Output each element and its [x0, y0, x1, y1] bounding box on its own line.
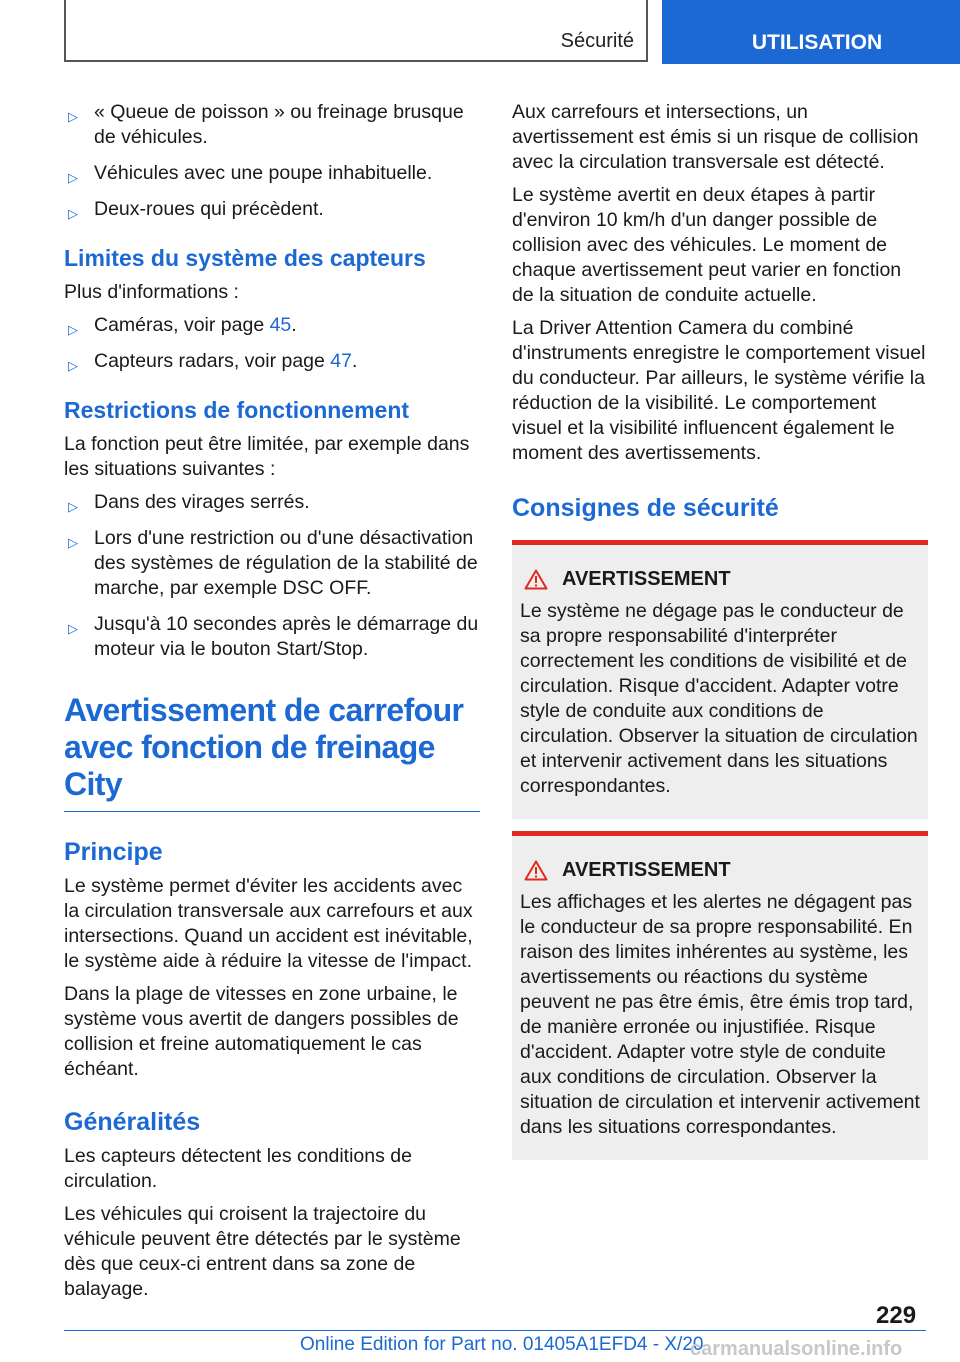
restrictions-list — [64, 490, 480, 662]
safety-heading: Consignes de sécurité — [512, 494, 779, 522]
triangle-bullet-icon: ▷ — [68, 535, 78, 550]
list-item: ▷ « Queue de poisson » ou freinage brusque de véhicules. — [68, 101, 464, 148]
warning-title: AVERTISSEMENT — [562, 568, 731, 590]
principe-heading: Principe — [64, 838, 163, 866]
intro-paragraph-1: Aux carrefours et intersections, un avertissement est émis si un risque de collision avec la circulation transversale est détecté. — [512, 101, 919, 173]
warning-text: Le système ne dégage pas le conducteur de sa propre responsabilité d'interpréter correctement les conditions de visibilité et de circulation. Risque d'accident. Adapter votre style de conduite aux conditions de circulation. Observer la situation de circulation et intervenir activement dans les situations correspondantes. — [520, 600, 918, 797]
warning-title: AVERTISSEMENT — [562, 859, 731, 881]
header-tab[interactable]: UTILISATION — [662, 0, 960, 64]
limits-intro: Plus d'informations : — [64, 281, 239, 303]
triangle-bullet-icon: ▷ — [68, 322, 78, 337]
warning-triangle-icon — [524, 569, 548, 590]
generalites-heading: Généralités — [64, 1108, 201, 1136]
restrictions-heading: Restrictions de fonctionnement — [64, 397, 410, 423]
warning-triangle-icon — [524, 860, 548, 881]
footer-edition: Online Edition for Part no. 01405A1EFD4 - X/20 — [300, 1334, 704, 1355]
intro-paragraph-3: La Driver Attention Camera du combiné d'instruments enregistre le comportement visuel du conducteur. Par ailleurs, le système vérifie la réduction de la visibilité. Le comportement visuel et la visibilité influencent également le moment des avertissements. — [512, 317, 926, 464]
page-link-47[interactable]: 47 — [330, 350, 352, 372]
triangle-bullet-icon: ▷ — [68, 499, 78, 514]
list-item: ▷ Caméras, voir page 45. — [64, 313, 480, 338]
triangle-bullet-icon: ▷ — [68, 170, 78, 185]
left-column — [64, 100, 480, 1310]
list-item: ▷ Lors d'une restriction ou d'une désactivation des systèmes de régulation de la stabilité de marche, par exemple DSC OFF. — [68, 527, 478, 599]
principe-paragraph-1: Le système permet d'éviter les accidents avec la circulation transversale aux carrefours et aux intersections. Quand un accident est inévitable, le système aide à réduire la vitesse de l'impact. — [64, 875, 473, 972]
chapter-title: Avertissement de carrefour avec fonction de freinage City — [64, 692, 480, 812]
footer-divider — [64, 1330, 926, 1331]
principe-paragraph-2: Dans la plage de vitesses en zone urbaine, le système vous avertit de dangers possibles de collision et freine automatiquement le cas échéant. — [64, 983, 459, 1080]
warning-box — [512, 831, 928, 1160]
list-item: ▷ Deux-roues qui précèdent. — [64, 197, 480, 222]
triangle-bullet-icon: ▷ — [68, 621, 78, 636]
header-section-title: Sécurité — [560, 30, 634, 52]
intro-paragraph-2: Le système avertit en deux étapes à partir d'environ 10 km/h d'un danger possible de collision avec des véhicules. Le moment de chaque avertissement peut varier en fonction de la situation de conduite actuelle. — [512, 184, 902, 306]
generalites-paragraph-2: Les véhicules qui croisent la trajectoire du véhicule peuvent être détectés par le système dès que ceux-ci entrent dans sa zone de balayage. — [64, 1203, 461, 1300]
conditions-list — [64, 100, 480, 222]
list-item: ▷ Jusqu'à 10 secondes après le démarrage du moteur via le bouton Start/Stop. — [68, 613, 479, 660]
triangle-bullet-icon: ▷ — [68, 358, 78, 373]
right-column — [512, 100, 928, 1160]
limits-heading: Limites du système des capteurs — [64, 245, 426, 271]
list-item: ▷ Capteurs radars, voir page 47. — [64, 349, 480, 374]
triangle-bullet-icon: ▷ — [68, 206, 78, 221]
warning-text: Les affichages et les alertes ne dégagent pas le conducteur de sa propre responsabilité. En raison des limites inhérentes au système, les avertissements ou réactions du système peuvent ne pas être émis, être émis trop tard, de manière erronée ou injustifiée. Risque d'accident. Adapter votre style de conduite aux conditions de circulation. Observer la situation de circulation et intervenir activement dans les situations correspondantes. — [520, 891, 920, 1138]
list-item: ▷ Véhicules avec une poupe inhabituelle. — [64, 161, 480, 186]
page-link-45[interactable]: 45 — [269, 314, 292, 336]
list-item: ▷ Dans des virages serrés. — [64, 490, 480, 515]
watermark: carmanualsonline.info — [690, 1338, 903, 1360]
restrictions-intro: La fonction peut être limitée, par exemple dans les situations suivantes : — [64, 433, 470, 480]
limits-list — [64, 313, 480, 374]
page-number: 229 — [876, 1302, 917, 1329]
generalites-paragraph-1: Les capteurs détectent les conditions de circulation. — [64, 1145, 412, 1192]
triangle-bullet-icon: ▷ — [68, 109, 78, 124]
warning-box — [512, 540, 928, 819]
